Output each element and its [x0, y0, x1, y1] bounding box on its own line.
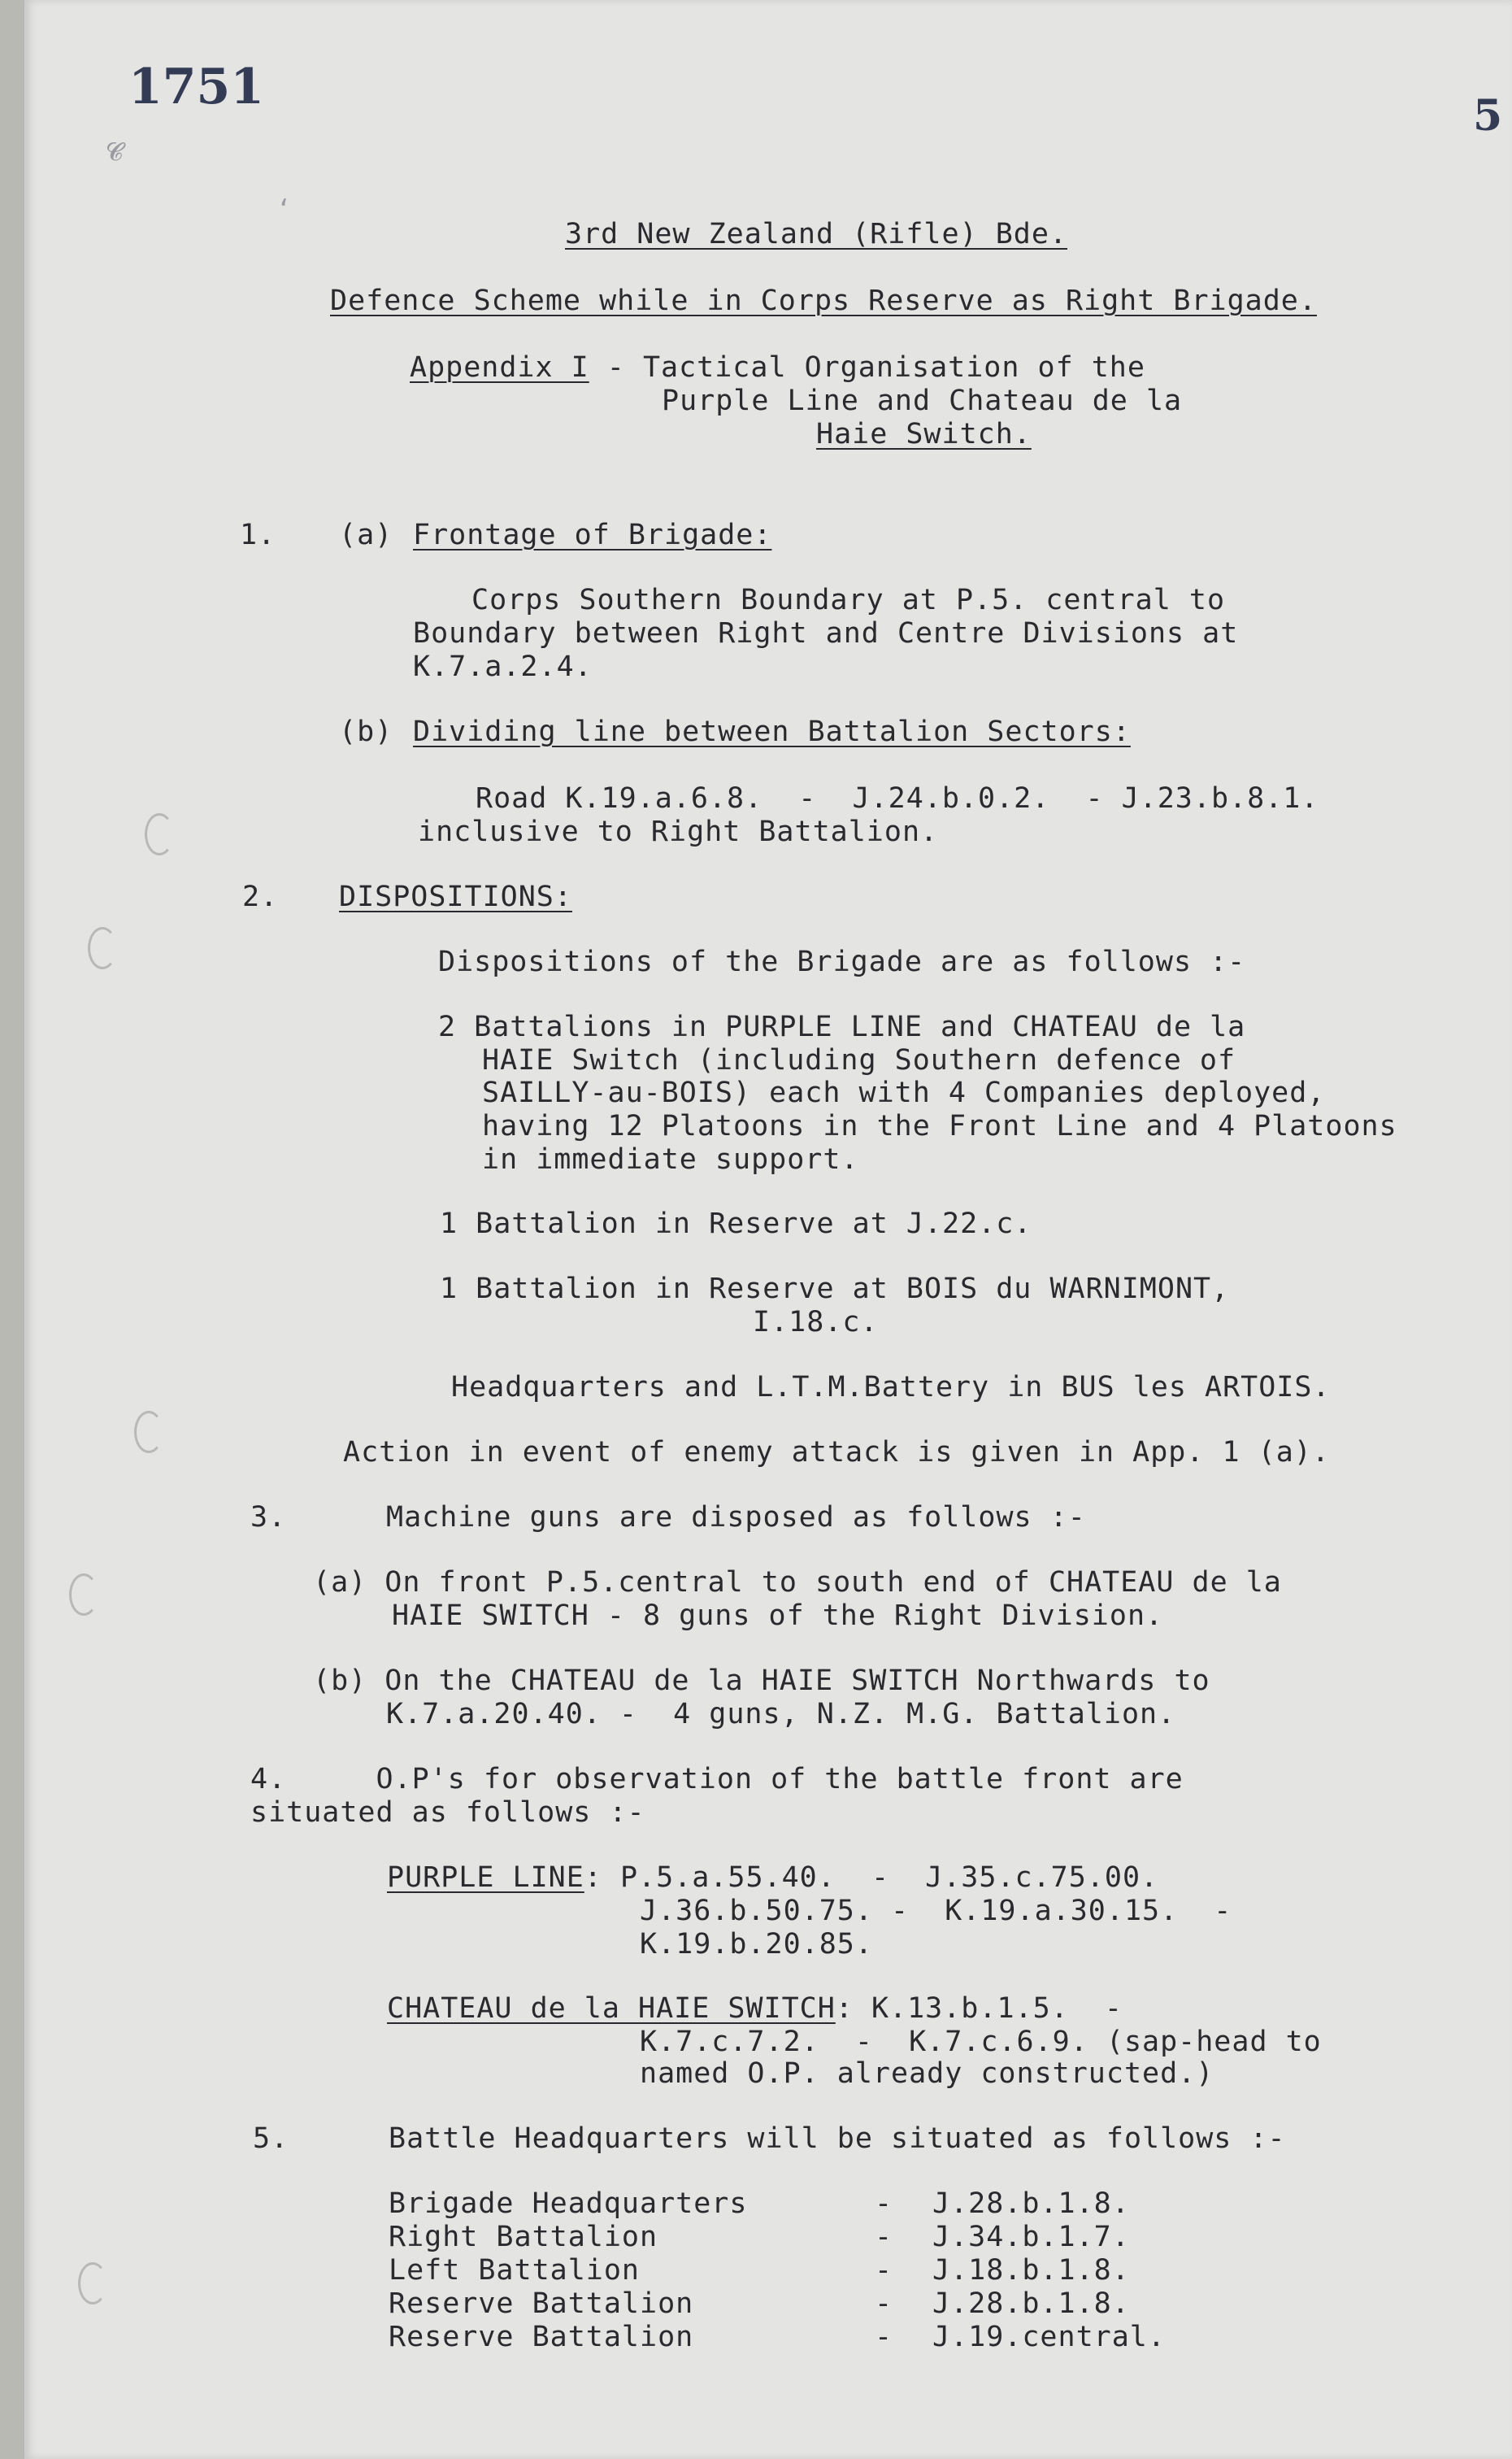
chateau-switch-ops — [387, 1992, 1123, 2025]
punch-hole — [78, 2262, 107, 2304]
section-1a-title: Frontage of Brigade: — [413, 519, 772, 551]
purple-line-ops — [387, 1861, 1158, 1894]
section-5-number: 5. — [253, 2122, 289, 2155]
hq-row-ref: J.28.b.1.8. — [932, 2287, 1130, 2320]
section-4-intro — [250, 1763, 1184, 1795]
section-2-para: having 12 Platoons in the Front Line and 4 Platoons — [482, 1110, 1397, 1142]
section-2-para: 2 Battalions in PURPLE LINE and CHATEAU de la — [438, 1011, 1246, 1043]
hq-row-ref: J.18.b.1.8. — [932, 2254, 1130, 2287]
unit-heading: 3rd New Zealand (Rifle) Bde. — [565, 218, 1068, 250]
hq-row-dash: - — [875, 2221, 893, 2253]
hq-row-ref: J.19.central. — [932, 2321, 1166, 2353]
hq-row-dash: - — [875, 2321, 893, 2353]
section-1a-text: Corps Southern Boundary at P.5. central to — [471, 584, 1226, 616]
section-1a-text: K.7.a.2.4. — [413, 651, 593, 683]
appendix-dash: - — [589, 351, 643, 384]
section-2-intro: Dispositions of the Brigade are as follows :- — [438, 946, 1246, 978]
hq-row-name: Reserve Battalion — [389, 2321, 694, 2353]
section-2-para: SAILLY-au-BOIS) each with 4 Companies deployed, — [482, 1077, 1326, 1109]
punch-hole — [88, 927, 117, 969]
appendix-title-line-2: Purple Line and Chateau de la — [662, 385, 1183, 417]
section-2-para: in immediate support. — [482, 1143, 859, 1176]
chateau-switch-refs: : K.13.b.1.5. - — [835, 1992, 1123, 2025]
section-1-number: 1. — [240, 519, 276, 551]
hq-row-name: Left Battalion — [389, 2254, 641, 2287]
appendix-heading — [410, 351, 1145, 384]
punch-hole — [69, 1573, 98, 1616]
section-3a-text: HAIE SWITCH - 8 guns of the Right Division. — [392, 1599, 1164, 1632]
purple-line-refs: : P.5.a.55.40. - J.35.c.75.00. — [584, 1861, 1159, 1894]
pencil-mark: ‘ — [276, 195, 292, 224]
section-2-title: DISPOSITIONS: — [339, 881, 572, 913]
section-4-intro-text: O.P's for observation of the battle front are — [376, 1763, 1184, 1795]
appendix-title: Tactical Organisation of the — [642, 351, 1145, 384]
section-2-para: Headquarters and L.T.M.Battery in BUS les ARTOIS. — [451, 1371, 1331, 1404]
appendix-label: Appendix I — [410, 351, 589, 384]
punch-hole — [134, 1411, 163, 1453]
purple-line-refs: K.19.b.20.85. — [640, 1928, 873, 1961]
section-1b-text: inclusive to Right Battalion. — [418, 816, 939, 848]
hq-row-name: Reserve Battalion — [389, 2287, 694, 2320]
appendix-title-line-3: Haie Switch. — [816, 418, 1032, 450]
section-4-intro: situated as follows :- — [250, 1796, 645, 1829]
hq-row-ref: J.34.b.1.7. — [932, 2221, 1130, 2253]
section-3-number: 3. — [250, 1501, 287, 1534]
purple-line-refs: J.36.b.50.75. - K.19.a.30.15. - — [640, 1895, 1232, 1927]
chateau-switch-refs: named O.P. already constructed.) — [640, 2057, 1214, 2090]
purple-line-label: PURPLE LINE — [387, 1861, 584, 1894]
page-number: 5 — [1473, 91, 1503, 141]
section-4-number: 4. — [250, 1763, 287, 1795]
section-5-intro: Battle Headquarters will be situated as follows :- — [389, 2122, 1286, 2155]
pencil-mark: 𝓒 — [106, 138, 124, 167]
hq-row-dash: - — [875, 2287, 893, 2320]
section-2-para: HAIE Switch (including Southern defence of — [482, 1044, 1236, 1077]
section-3-intro: Machine guns are disposed as follows :- — [386, 1501, 1086, 1534]
section-3b-text: (b) On the CHATEAU de la HAIE SWITCH Northwards to — [313, 1665, 1210, 1697]
archive-stamp-number: 1751 — [128, 59, 264, 115]
section-1b-text: Road K.19.a.6.8. - J.24.b.0.2. - J.23.b.8.1. — [476, 782, 1319, 815]
section-1a-label: (a) — [339, 519, 393, 551]
hq-row-name: Brigade Headquarters — [389, 2187, 748, 2220]
section-3b-text: K.7.a.20.40. - 4 guns, N.Z. M.G. Battalion. — [386, 1698, 1176, 1730]
chateau-switch-label: CHATEAU de la HAIE SWITCH — [387, 1992, 836, 2025]
section-2-para: I.18.c. — [753, 1306, 879, 1338]
chateau-switch-refs: K.7.c.7.2. - K.7.c.6.9. (sap-head to — [640, 2026, 1322, 2058]
scheme-heading: Defence Scheme while in Corps Reserve as Right Brigade. — [330, 285, 1317, 317]
section-3a-text: (a) On front P.5.central to south end of CHATEAU de la — [313, 1566, 1282, 1599]
section-2-para: 1 Battalion in Reserve at J.22.c. — [440, 1208, 1032, 1240]
punch-hole — [145, 813, 174, 855]
section-2-para: 1 Battalion in Reserve at BOIS du WARNIMONT, — [440, 1273, 1230, 1305]
hq-row-dash: - — [875, 2187, 893, 2220]
hq-row-dash: - — [875, 2254, 893, 2287]
hq-row-ref: J.28.b.1.8. — [932, 2187, 1130, 2220]
section-1b-label: (b) — [339, 716, 393, 748]
section-2-number: 2. — [242, 881, 279, 913]
hq-row-name: Right Battalion — [389, 2221, 658, 2253]
section-2-action: Action in event of enemy attack is given in App. 1 (a). — [343, 1436, 1330, 1469]
section-1a-text: Boundary between Right and Centre Divisions at — [413, 617, 1239, 650]
document-page — [24, 0, 1512, 2459]
section-1b-title: Dividing line between Battalion Sectors: — [413, 716, 1131, 748]
